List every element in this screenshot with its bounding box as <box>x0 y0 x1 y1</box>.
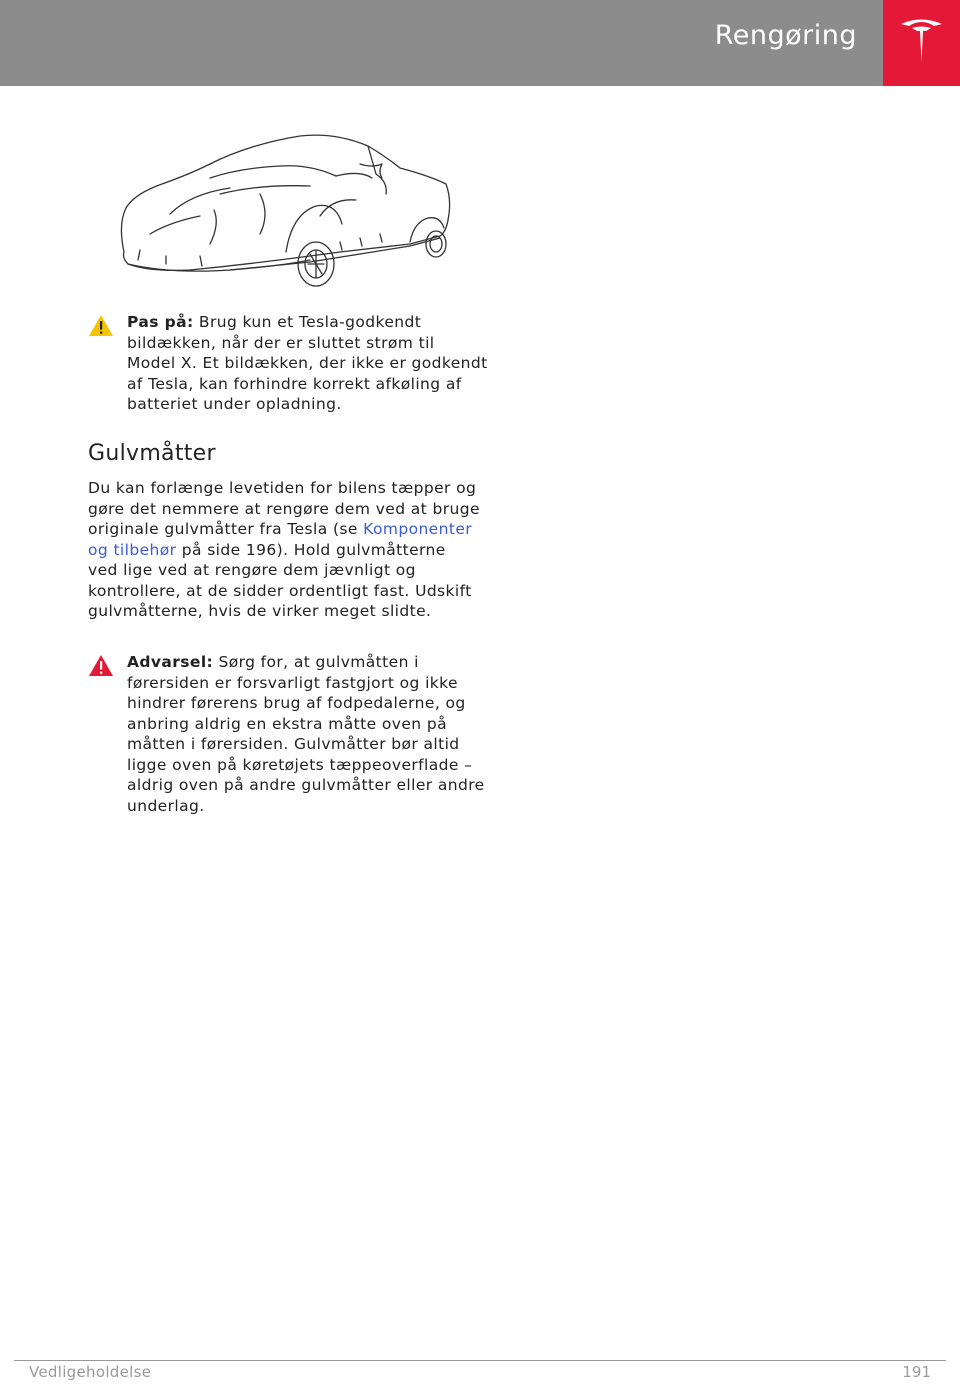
logo-box <box>883 0 960 86</box>
caution-text <box>127 312 488 415</box>
section-paragraph <box>88 478 480 622</box>
page-number: 191 <box>902 1363 931 1381</box>
paragraph-before-link: Du kan forlænge levetiden for bilens tæpper og gøre det nemmere at rengøre dem ved at bruge originale gulvmåtter fra Tesla (se <box>88 479 480 538</box>
caution-triangle-icon <box>88 314 114 337</box>
section-title: Gulvmåtter <box>88 441 216 466</box>
components-link[interactable]: Komponenter og tilbehør <box>88 520 473 559</box>
warning-notice <box>88 652 488 816</box>
warning-text <box>127 652 488 816</box>
footer-section: Vedligeholdelse <box>29 1363 152 1381</box>
warning-triangle-icon <box>88 654 114 677</box>
tesla-logo-icon <box>883 0 960 86</box>
page-title: Rengøring <box>714 20 857 51</box>
covered-car-illustration <box>110 124 460 296</box>
warning-body: Sørg for, at gulvmåtten i førersiden er forsvarligt fastgjort og ikke hindrer førerens brug af fodpedalerne, og anbring aldrig en ekstra måtte oven på måtten i førersiden. Gulvmåtter bør altid ligge oven på køretøjets tæppeoverflade – aldrig oven på andre gulvmåtter eller andre underlag. <box>127 653 485 815</box>
caution-notice <box>88 312 488 415</box>
header-bar <box>0 0 960 86</box>
warning-label: Advarsel: <box>127 653 214 671</box>
footer-divider <box>14 1360 946 1361</box>
paragraph-after-link: på side 196). Hold gulvmåtterne ved lige ved at rengøre dem jævnligt og kontrollere, at de sidder ordentligt fast. Udskift gulvmåtterne, hvis de virker meget slidte. <box>88 540 472 620</box>
caution-body: Brug kun et Tesla-godkendt bildækken, når der er sluttet strøm til Model X. Et bildækken, der ikke er godkendt af Tesla, kan forhindre korrekt afkøling af batteriet under opladning. <box>127 313 488 413</box>
caution-label: Pas på: <box>127 313 194 331</box>
